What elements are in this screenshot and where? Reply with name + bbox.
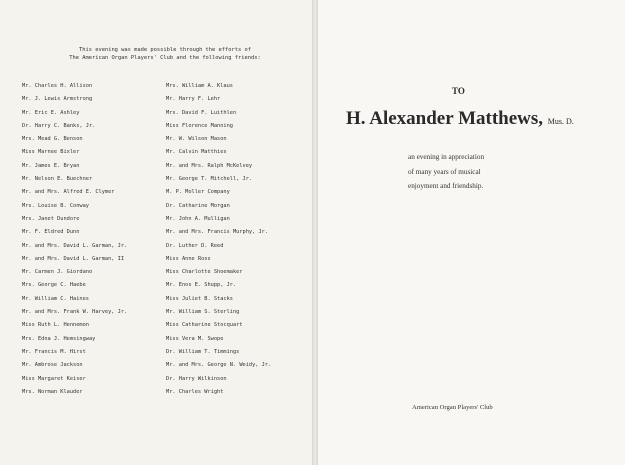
friend-name: Dr. Harry C. Banks, Jr. — [22, 122, 96, 129]
friend-name: Mr. James E. Bryan — [22, 162, 80, 169]
friend-name: Miss Catharine Stocquart — [166, 322, 243, 329]
friend-name: Dr. Catharine Morgan — [166, 202, 230, 209]
friend-name: Mr. and Mrs. David L. Garman, Jr. — [22, 242, 128, 249]
friend-name: Mr. Francis M. Hirst — [22, 348, 86, 355]
friend-name: Miss Juliet B. Stacks — [166, 295, 233, 302]
friend-name: Mr. W. Wilson Mason — [166, 136, 227, 143]
friend-name: Mr. Carmen J. Giordano — [22, 269, 93, 276]
friend-name: Mr. William S. Sterling — [166, 309, 240, 316]
friend-name: Dr. Luther D. Reed — [166, 242, 224, 249]
friend-name: Dr. William T. Timmings — [166, 348, 240, 355]
dedication-to: TO — [452, 86, 465, 96]
appreciation-line-1: an evening in appreciation — [408, 153, 485, 161]
friend-name: Mr. F. Eldred Dunn — [22, 229, 80, 236]
cover-page — [318, 0, 625, 465]
friend-name: Miss Margaret Keiser — [22, 375, 86, 382]
friend-name: Mr. and Mrs. Francis Murphy, Jr. — [166, 229, 269, 236]
honoree-degree: Mus. D. — [547, 117, 574, 126]
friend-name: Miss Charlotte Shoemaker — [166, 269, 243, 276]
friends-list-left — [22, 80, 127, 399]
appreciation-line-3: enjoyment and friendship. — [408, 182, 484, 190]
honoree-name: H. Alexander Matthews, — [346, 108, 544, 129]
friend-name: Mr. and Mrs. Ralph McKelvey — [166, 162, 253, 169]
friend-name: Mr. Calvin Matthies — [166, 149, 227, 156]
friend-name: Mr. John A. Mulligan — [166, 215, 230, 222]
friend-name: Mrs. William A. Klaus — [166, 83, 233, 89]
intro-line-1: This evening was made possible through the efforts of — [78, 47, 251, 53]
friend-name: Mr. Harry F. Lehr — [166, 96, 221, 103]
appreciation-line-2: of many years of musical — [408, 167, 481, 176]
club-name: American Organ Players' Club — [412, 404, 493, 411]
friend-name: Miss Ruth L. Hennemon — [22, 322, 89, 329]
friend-name: M. P. Moller Company — [166, 189, 230, 196]
friend-name: Mrs. Louise B. Conway — [22, 202, 89, 209]
friends-page — [0, 0, 312, 465]
friend-name: Mrs. Mead G. Benson — [22, 136, 83, 143]
friend-name: Miss Marnee Bixler — [22, 149, 80, 156]
intro-line-2: The American Organ Players' Club and the following friends: — [69, 55, 261, 61]
friend-name: Mr. George T. Mitchell, Jr. — [166, 176, 253, 183]
friend-name: Mr. Ambrose Jackson — [22, 362, 83, 369]
friend-name: Mr. Charles H. Allison — [22, 83, 93, 89]
friend-name: Mr. Eric E. Ashley — [22, 109, 80, 116]
friend-name: Mrs. Norman Klauder — [22, 388, 83, 395]
intro-text — [40, 46, 290, 62]
friend-name: Mrs. George C. Haebe — [22, 282, 86, 289]
friend-name: Miss Florence Manning — [166, 122, 233, 129]
friend-name: Dr. Harry Wilkinson — [166, 375, 227, 382]
friend-name: Mr. and Mrs. Frank W. Harvey, Jr. — [22, 309, 128, 316]
honoree-title — [346, 108, 574, 130]
friend-name: Miss Vera M. Swope — [166, 335, 224, 342]
friend-name: Mr. J. Lewis Armstrong — [22, 96, 93, 103]
friend-name: Mr. and Mrs. Alfred E. Clymer — [22, 189, 115, 196]
friend-name: Mr. and Mrs. David L. Garman, II — [22, 255, 125, 262]
friend-name: Mrs. Edna J. Hemsingway — [22, 335, 96, 342]
friend-name: Mrs. Janet Dundore — [22, 215, 80, 222]
friends-list-right — [166, 80, 271, 399]
friend-name: Mr. Charles Wright — [166, 388, 224, 395]
friend-name: Mr. William C. Haines — [22, 295, 89, 302]
friend-name: Mrs. David F. Luithlen — [166, 109, 237, 116]
friend-name: Mr. Nelson E. Buechner — [22, 176, 93, 183]
friend-name: Mr. and Mrs. George N. Weidy, Jr. — [166, 362, 272, 369]
friend-name: Miss Anne Ross — [166, 255, 211, 262]
friend-name: Mr. Enos E. Shupp, Jr. — [166, 282, 237, 289]
appreciation-text — [408, 150, 538, 194]
